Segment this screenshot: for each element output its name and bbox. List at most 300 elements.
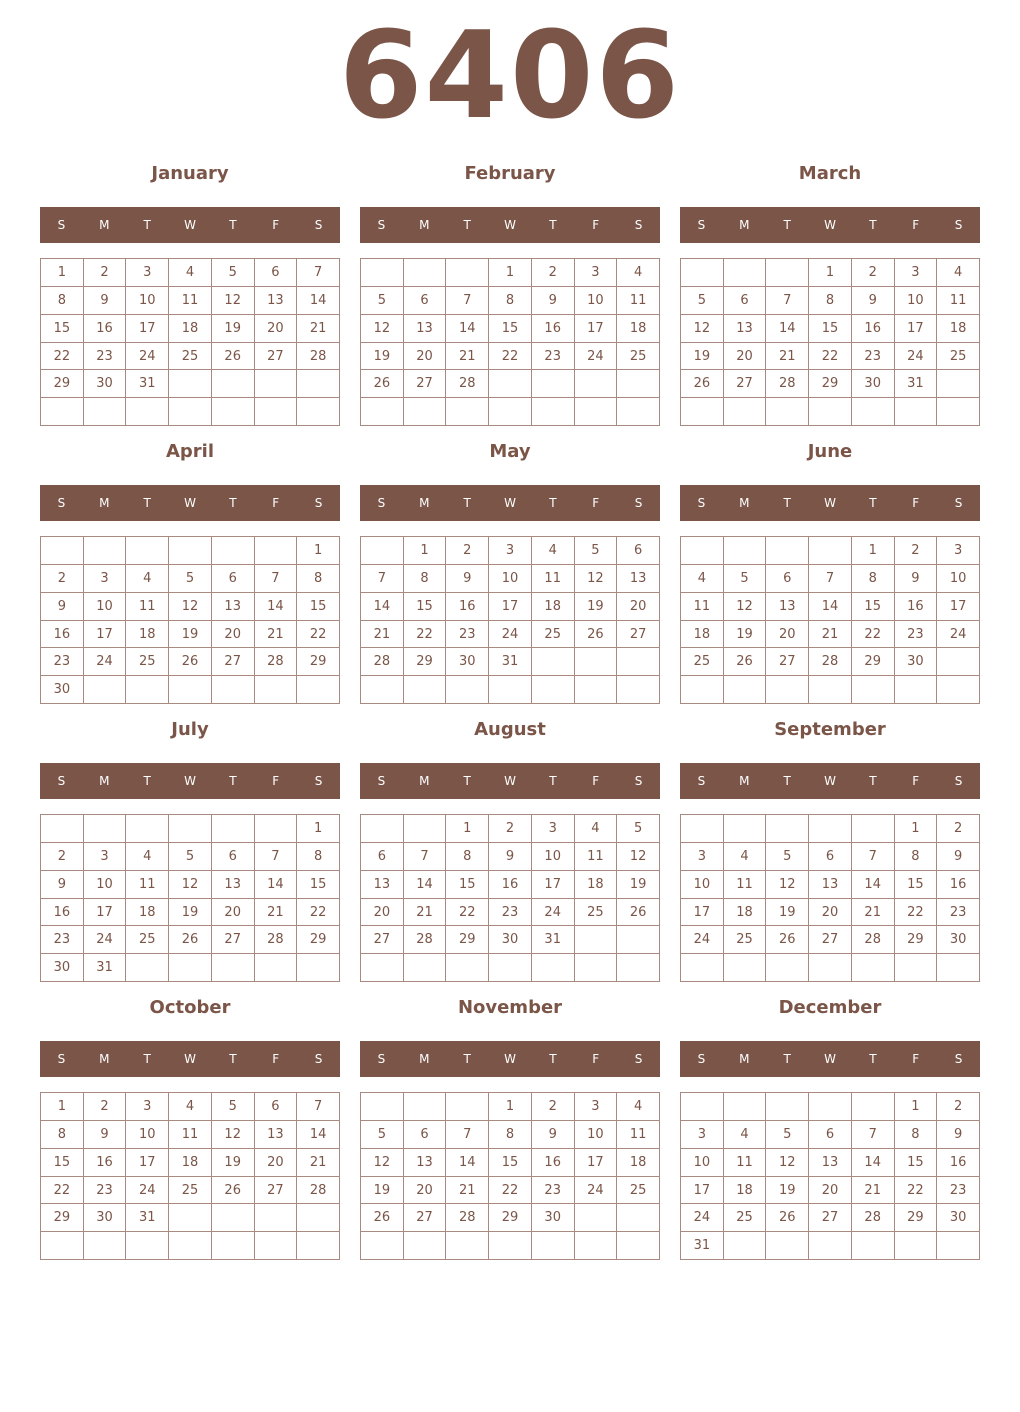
day-cell: 11 xyxy=(724,1149,767,1177)
day-cell: 24 xyxy=(575,343,618,371)
day-cell: 1 xyxy=(446,815,489,843)
empty-day-cell xyxy=(575,398,618,426)
weekday-label: S xyxy=(954,496,963,510)
empty-day-cell xyxy=(852,815,895,843)
empty-day-cell xyxy=(169,398,212,426)
weekday-label: T xyxy=(783,496,791,510)
day-cell: 24 xyxy=(681,1204,724,1232)
day-cell: 20 xyxy=(809,899,852,927)
day-cell: 3 xyxy=(84,843,127,871)
day-cell: 13 xyxy=(809,871,852,899)
day-grid xyxy=(360,258,660,426)
day-cell: 16 xyxy=(446,593,489,621)
empty-day-cell xyxy=(766,259,809,287)
day-cell: 1 xyxy=(489,1093,532,1121)
day-cell: 14 xyxy=(446,1149,489,1177)
empty-day-cell xyxy=(617,1204,660,1232)
day-cell: 9 xyxy=(895,565,938,593)
weekday-label: S xyxy=(377,496,386,510)
day-cell: 13 xyxy=(404,315,447,343)
empty-day-cell xyxy=(766,815,809,843)
day-cell: 25 xyxy=(681,648,724,676)
empty-day-cell xyxy=(255,370,298,398)
day-cell: 30 xyxy=(489,926,532,954)
day-cell: 10 xyxy=(84,593,127,621)
day-cell: 3 xyxy=(575,1093,618,1121)
day-cell: 17 xyxy=(126,1149,169,1177)
empty-day-cell xyxy=(169,1204,212,1232)
day-cell: 1 xyxy=(41,259,84,287)
day-cell: 2 xyxy=(895,537,938,565)
day-cell: 19 xyxy=(169,621,212,649)
day-cell: 4 xyxy=(575,815,618,843)
empty-day-cell xyxy=(255,398,298,426)
day-cell: 26 xyxy=(575,621,618,649)
day-cell: 12 xyxy=(361,315,404,343)
day-cell: 2 xyxy=(937,815,980,843)
day-cell: 17 xyxy=(489,593,532,621)
month-april xyxy=(40,436,340,714)
day-cell: 1 xyxy=(297,537,340,565)
day-cell: 26 xyxy=(361,370,404,398)
weekday-label: W xyxy=(184,1052,196,1066)
day-cell: 25 xyxy=(126,926,169,954)
day-cell: 15 xyxy=(895,871,938,899)
day-cell: 8 xyxy=(895,843,938,871)
empty-day-cell xyxy=(617,676,660,704)
day-cell: 19 xyxy=(361,1177,404,1205)
day-cell: 19 xyxy=(361,343,404,371)
day-cell: 21 xyxy=(809,621,852,649)
empty-day-cell xyxy=(724,1093,767,1121)
day-cell: 26 xyxy=(681,370,724,398)
weekday-label: W xyxy=(824,1052,836,1066)
day-cell: 7 xyxy=(766,287,809,315)
weekday-label: W xyxy=(504,1052,516,1066)
empty-day-cell xyxy=(404,676,447,704)
day-cell: 25 xyxy=(617,343,660,371)
months-grid xyxy=(40,158,980,1270)
empty-day-cell xyxy=(404,1093,447,1121)
day-cell: 17 xyxy=(575,315,618,343)
day-grid xyxy=(40,536,340,704)
day-cell: 16 xyxy=(41,621,84,649)
day-cell: 20 xyxy=(766,621,809,649)
weekday-label: M xyxy=(419,496,430,510)
weekday-label: W xyxy=(824,774,836,788)
empty-day-cell xyxy=(84,1232,127,1260)
empty-day-cell xyxy=(532,954,575,982)
day-cell: 5 xyxy=(617,815,660,843)
empty-day-cell xyxy=(446,954,489,982)
empty-day-cell xyxy=(404,1232,447,1260)
empty-day-cell xyxy=(404,954,447,982)
day-cell: 13 xyxy=(255,287,298,315)
day-cell: 24 xyxy=(84,926,127,954)
month-july xyxy=(40,714,340,992)
empty-day-cell xyxy=(41,1232,84,1260)
day-cell: 9 xyxy=(532,287,575,315)
day-cell: 4 xyxy=(681,565,724,593)
empty-day-cell xyxy=(446,398,489,426)
day-cell: 30 xyxy=(84,1204,127,1232)
day-cell: 22 xyxy=(489,343,532,371)
day-cell: 10 xyxy=(681,871,724,899)
weekday-label: T xyxy=(783,774,791,788)
day-cell: 16 xyxy=(532,315,575,343)
day-cell: 18 xyxy=(724,1177,767,1205)
empty-day-cell xyxy=(809,954,852,982)
day-cell: 3 xyxy=(126,259,169,287)
weekday-label: T xyxy=(783,1052,791,1066)
month-september xyxy=(680,714,980,992)
day-cell: 2 xyxy=(41,843,84,871)
weekday-label: T xyxy=(463,1052,471,1066)
weekday-label: S xyxy=(634,218,643,232)
empty-day-cell xyxy=(446,1232,489,1260)
weekday-label: W xyxy=(184,496,196,510)
empty-day-cell xyxy=(489,1232,532,1260)
day-cell: 5 xyxy=(361,287,404,315)
day-cell: 15 xyxy=(41,315,84,343)
day-cell: 14 xyxy=(255,871,298,899)
day-cell: 19 xyxy=(575,593,618,621)
day-cell: 7 xyxy=(255,565,298,593)
empty-day-cell xyxy=(852,954,895,982)
empty-day-cell xyxy=(617,398,660,426)
day-cell: 15 xyxy=(297,593,340,621)
empty-day-cell xyxy=(809,815,852,843)
day-cell: 28 xyxy=(255,926,298,954)
weekday-label: T xyxy=(869,218,877,232)
day-cell: 25 xyxy=(126,648,169,676)
weekday-header xyxy=(680,1041,980,1077)
day-cell: 1 xyxy=(852,537,895,565)
empty-day-cell xyxy=(617,926,660,954)
weekday-label: T xyxy=(229,774,237,788)
empty-day-cell xyxy=(809,676,852,704)
day-cell: 28 xyxy=(446,370,489,398)
empty-day-cell xyxy=(489,370,532,398)
weekday-label: W xyxy=(824,218,836,232)
weekday-label: T xyxy=(549,774,557,788)
day-cell: 9 xyxy=(489,843,532,871)
day-cell: 8 xyxy=(852,565,895,593)
weekday-label: M xyxy=(739,218,750,232)
day-cell: 17 xyxy=(575,1149,618,1177)
day-cell: 18 xyxy=(532,593,575,621)
empty-day-cell xyxy=(937,398,980,426)
day-cell: 11 xyxy=(937,287,980,315)
day-cell: 22 xyxy=(404,621,447,649)
day-cell: 31 xyxy=(126,370,169,398)
empty-day-cell xyxy=(212,1232,255,1260)
empty-day-cell xyxy=(297,370,340,398)
empty-day-cell xyxy=(361,1093,404,1121)
empty-day-cell xyxy=(446,1093,489,1121)
day-cell: 26 xyxy=(724,648,767,676)
day-grid xyxy=(680,258,980,426)
weekday-label: S xyxy=(954,774,963,788)
empty-day-cell xyxy=(617,1232,660,1260)
day-cell: 6 xyxy=(766,565,809,593)
weekday-label: S xyxy=(697,218,706,232)
empty-day-cell xyxy=(724,815,767,843)
day-cell: 18 xyxy=(681,621,724,649)
empty-day-cell xyxy=(126,815,169,843)
weekday-label: S xyxy=(314,218,323,232)
empty-day-cell xyxy=(895,398,938,426)
day-cell: 2 xyxy=(84,259,127,287)
day-cell: 3 xyxy=(489,537,532,565)
day-cell: 6 xyxy=(212,843,255,871)
day-cell: 16 xyxy=(84,1149,127,1177)
day-cell: 15 xyxy=(446,871,489,899)
empty-day-cell xyxy=(532,370,575,398)
weekday-label: T xyxy=(869,774,877,788)
day-cell: 24 xyxy=(681,926,724,954)
empty-day-cell xyxy=(255,1204,298,1232)
day-cell: 9 xyxy=(84,1121,127,1149)
empty-day-cell xyxy=(766,537,809,565)
weekday-label: T xyxy=(549,218,557,232)
day-cell: 30 xyxy=(852,370,895,398)
day-cell: 11 xyxy=(617,287,660,315)
weekday-label: M xyxy=(419,1052,430,1066)
day-cell: 26 xyxy=(169,648,212,676)
weekday-label: W xyxy=(504,496,516,510)
day-cell: 3 xyxy=(84,565,127,593)
year-title: 6406 xyxy=(339,7,681,146)
day-cell: 21 xyxy=(446,343,489,371)
empty-day-cell xyxy=(809,1093,852,1121)
day-cell: 13 xyxy=(617,565,660,593)
day-cell: 4 xyxy=(169,259,212,287)
day-cell: 27 xyxy=(255,1177,298,1205)
month-name: January xyxy=(151,163,229,184)
day-cell: 8 xyxy=(895,1121,938,1149)
day-cell: 4 xyxy=(532,537,575,565)
day-cell: 27 xyxy=(255,343,298,371)
day-cell: 3 xyxy=(681,843,724,871)
day-cell: 22 xyxy=(895,1177,938,1205)
empty-day-cell xyxy=(126,398,169,426)
weekday-label: S xyxy=(57,1052,66,1066)
day-cell: 13 xyxy=(809,1149,852,1177)
empty-day-cell xyxy=(297,398,340,426)
day-cell: 7 xyxy=(852,1121,895,1149)
weekday-label: S xyxy=(697,774,706,788)
weekday-header xyxy=(40,207,340,243)
day-cell: 23 xyxy=(937,1177,980,1205)
day-cell: 28 xyxy=(446,1204,489,1232)
day-cell: 23 xyxy=(41,648,84,676)
weekday-label: S xyxy=(377,218,386,232)
day-cell: 2 xyxy=(532,1093,575,1121)
day-cell: 12 xyxy=(361,1149,404,1177)
empty-day-cell xyxy=(361,537,404,565)
empty-day-cell xyxy=(41,537,84,565)
day-cell: 20 xyxy=(724,343,767,371)
day-cell: 23 xyxy=(84,343,127,371)
empty-day-cell xyxy=(361,1232,404,1260)
day-cell: 25 xyxy=(724,926,767,954)
weekday-label: S xyxy=(954,218,963,232)
weekday-label: M xyxy=(739,774,750,788)
day-grid xyxy=(360,814,660,982)
empty-day-cell xyxy=(681,676,724,704)
empty-day-cell xyxy=(41,398,84,426)
day-cell: 8 xyxy=(41,1121,84,1149)
day-cell: 27 xyxy=(361,926,404,954)
month-august xyxy=(360,714,660,992)
day-cell: 4 xyxy=(724,1121,767,1149)
day-cell: 28 xyxy=(766,370,809,398)
weekday-header xyxy=(360,1041,660,1077)
month-name: February xyxy=(464,163,556,184)
day-cell: 15 xyxy=(297,871,340,899)
day-cell: 18 xyxy=(937,315,980,343)
empty-day-cell xyxy=(126,676,169,704)
empty-day-cell xyxy=(212,537,255,565)
day-cell: 30 xyxy=(84,370,127,398)
day-cell: 18 xyxy=(724,899,767,927)
empty-day-cell xyxy=(724,259,767,287)
day-cell: 7 xyxy=(852,843,895,871)
weekday-header xyxy=(40,485,340,521)
weekday-header xyxy=(680,207,980,243)
day-grid xyxy=(40,258,340,426)
day-cell: 8 xyxy=(489,287,532,315)
day-cell: 10 xyxy=(532,843,575,871)
day-cell: 6 xyxy=(617,537,660,565)
day-cell: 6 xyxy=(212,565,255,593)
day-cell: 31 xyxy=(84,954,127,982)
day-cell: 10 xyxy=(126,1121,169,1149)
day-cell: 1 xyxy=(297,815,340,843)
day-cell: 25 xyxy=(575,899,618,927)
day-cell: 5 xyxy=(575,537,618,565)
day-cell: 17 xyxy=(681,899,724,927)
weekday-label: F xyxy=(912,218,920,232)
empty-day-cell xyxy=(724,398,767,426)
day-cell: 6 xyxy=(724,287,767,315)
empty-day-cell xyxy=(766,676,809,704)
day-cell: 3 xyxy=(575,259,618,287)
empty-day-cell xyxy=(361,954,404,982)
weekday-label: F xyxy=(272,218,280,232)
day-cell: 14 xyxy=(809,593,852,621)
day-cell: 21 xyxy=(361,621,404,649)
empty-day-cell xyxy=(681,537,724,565)
day-grid xyxy=(680,536,980,704)
weekday-label: T xyxy=(143,1052,151,1066)
day-cell: 31 xyxy=(532,926,575,954)
empty-day-cell xyxy=(681,259,724,287)
month-march xyxy=(680,158,980,436)
day-cell: 7 xyxy=(297,259,340,287)
day-cell: 23 xyxy=(852,343,895,371)
day-cell: 4 xyxy=(126,565,169,593)
day-cell: 3 xyxy=(681,1121,724,1149)
month-january xyxy=(40,158,340,436)
day-cell: 24 xyxy=(895,343,938,371)
day-cell: 6 xyxy=(809,843,852,871)
day-cell: 2 xyxy=(852,259,895,287)
day-cell: 12 xyxy=(212,1121,255,1149)
weekday-label: S xyxy=(314,1052,323,1066)
day-cell: 29 xyxy=(297,648,340,676)
day-cell: 5 xyxy=(766,843,809,871)
empty-day-cell xyxy=(532,676,575,704)
day-cell: 29 xyxy=(489,1204,532,1232)
day-cell: 11 xyxy=(617,1121,660,1149)
day-cell: 7 xyxy=(446,1121,489,1149)
day-cell: 17 xyxy=(532,871,575,899)
day-cell: 23 xyxy=(489,899,532,927)
empty-day-cell xyxy=(766,1232,809,1260)
day-cell: 4 xyxy=(617,1093,660,1121)
day-cell: 13 xyxy=(724,315,767,343)
day-cell: 2 xyxy=(84,1093,127,1121)
day-cell: 19 xyxy=(212,315,255,343)
day-cell: 29 xyxy=(895,926,938,954)
day-grid xyxy=(360,1092,660,1260)
day-cell: 8 xyxy=(41,287,84,315)
day-cell: 17 xyxy=(84,621,127,649)
day-cell: 26 xyxy=(169,926,212,954)
day-cell: 9 xyxy=(41,593,84,621)
day-cell: 30 xyxy=(532,1204,575,1232)
day-cell: 10 xyxy=(126,287,169,315)
empty-day-cell xyxy=(724,676,767,704)
day-cell: 24 xyxy=(126,343,169,371)
weekday-label: S xyxy=(697,496,706,510)
weekday-label: F xyxy=(912,1052,920,1066)
day-cell: 1 xyxy=(489,259,532,287)
day-cell: 7 xyxy=(809,565,852,593)
empty-day-cell xyxy=(766,398,809,426)
month-name: April xyxy=(165,441,215,462)
day-cell: 29 xyxy=(446,926,489,954)
day-cell: 1 xyxy=(41,1093,84,1121)
day-cell: 19 xyxy=(617,871,660,899)
day-cell: 14 xyxy=(766,315,809,343)
empty-day-cell xyxy=(532,1232,575,1260)
empty-day-cell xyxy=(404,259,447,287)
month-name: July xyxy=(171,719,209,740)
month-name: March xyxy=(798,163,862,184)
weekday-label: M xyxy=(99,218,110,232)
empty-day-cell xyxy=(937,370,980,398)
empty-day-cell xyxy=(169,370,212,398)
day-cell: 20 xyxy=(809,1177,852,1205)
day-cell: 10 xyxy=(84,871,127,899)
day-cell: 8 xyxy=(809,287,852,315)
day-cell: 25 xyxy=(169,343,212,371)
day-cell: 12 xyxy=(724,593,767,621)
month-name: September xyxy=(774,719,886,740)
day-grid xyxy=(360,536,660,704)
day-cell: 25 xyxy=(532,621,575,649)
weekday-label: W xyxy=(184,218,196,232)
day-cell: 5 xyxy=(169,565,212,593)
day-cell: 6 xyxy=(255,1093,298,1121)
empty-day-cell xyxy=(84,815,127,843)
empty-day-cell xyxy=(895,1232,938,1260)
weekday-label: T xyxy=(229,496,237,510)
day-cell: 10 xyxy=(681,1149,724,1177)
